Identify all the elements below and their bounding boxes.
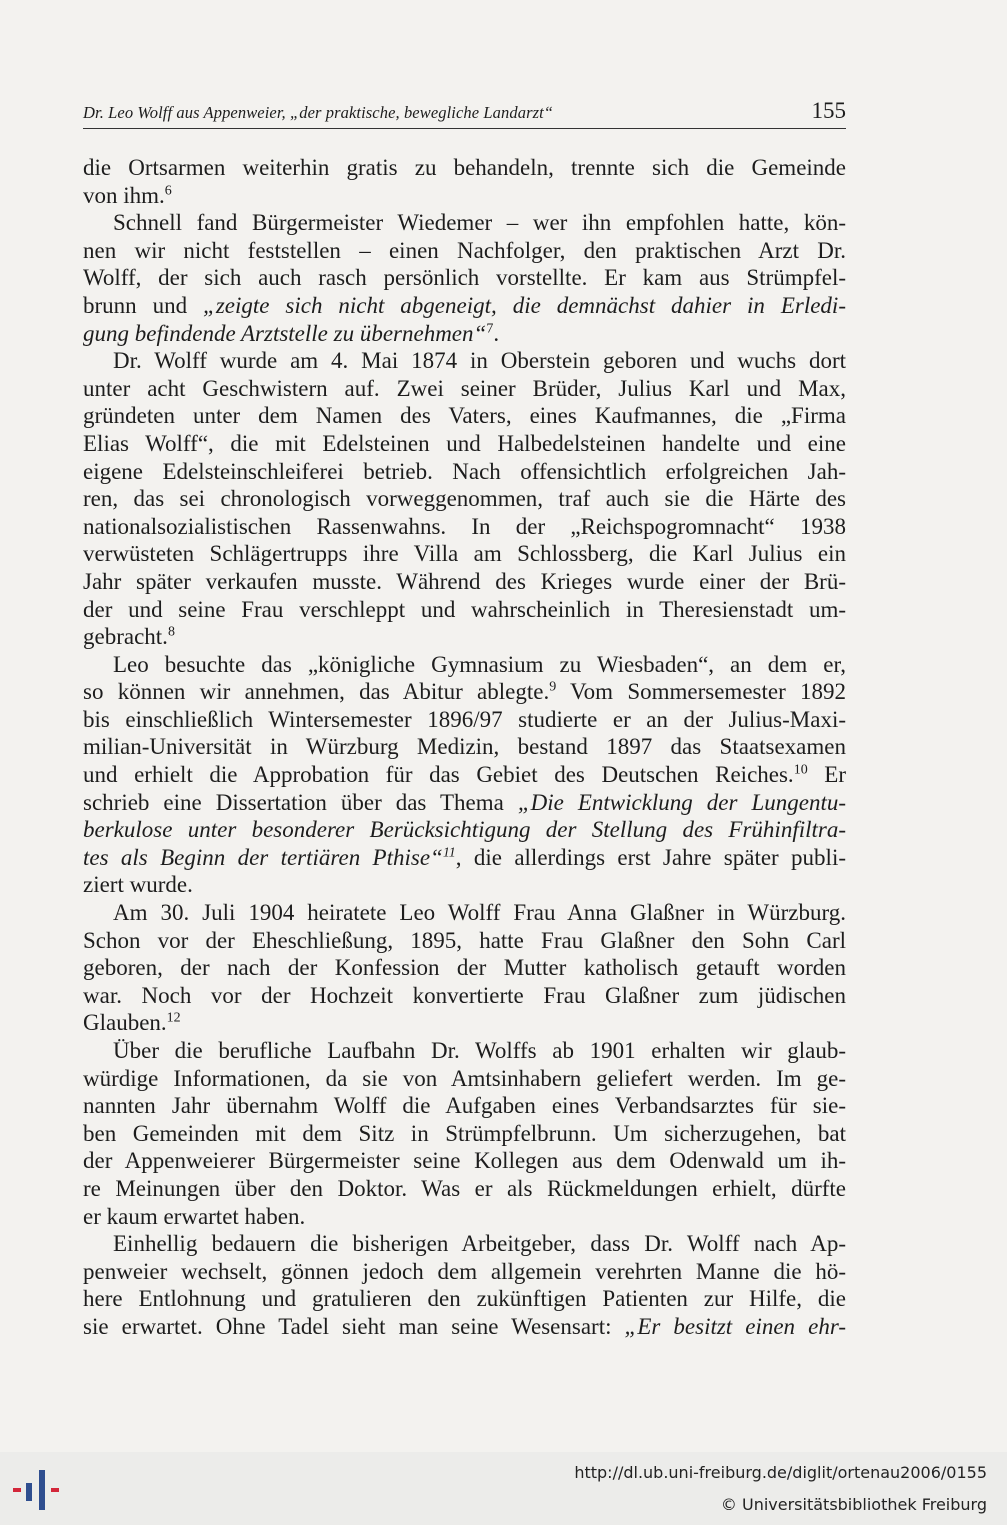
text-line: gebracht.$^8$ xyxy=(83,624,175,650)
library-footer xyxy=(0,1452,1007,1525)
text-line: der und seine Frau verschleppt und wahrscheinlich in Theresienstadt um- xyxy=(83,596,846,622)
quotation: berkulose unter besonderer Berücksichtigung der Stellung des Frühinfiltra- xyxy=(83,817,846,843)
logo-blue-tall-bar xyxy=(39,1470,45,1510)
quotation: gung befindende Arztstelle zu übernehmen“ xyxy=(83,320,487,346)
text-line: Schon vor der Eheschließung, 1895, hatte Frau Glaßner den Sohn Carl xyxy=(83,927,846,953)
footnote-mark[interactable]: 12 xyxy=(166,1010,181,1026)
text-line: gung befindende Arztstelle zu übernehmen“$^7$. xyxy=(83,320,500,346)
text-line: schrieb eine Dissertation über das Thema „Die Entwicklung der Lungentu- xyxy=(83,789,847,815)
text-line: Elias Wolff“, die mit Edelsteinen und Halbedelsteinen handelte und eine xyxy=(83,430,846,456)
text-line: gründeten unter dem Namen des Vaters, eines Kaufmannes, die „Firma xyxy=(83,403,846,429)
text-line: ren, das sei chronologisch vorweggenommen, traf auch sie die Härte des xyxy=(83,486,846,512)
text-line: verwüsteten Schlägertrupps ihre Villa am Schlossberg, die Karl Julius ein xyxy=(83,541,846,567)
text-line: eigene Edelsteinschleiferei betrieb. Nach offensichtlich erfolgreichen Jah- xyxy=(83,458,846,484)
footnote-mark[interactable]: 6 xyxy=(164,182,172,198)
running-header xyxy=(83,98,846,129)
text-line xyxy=(83,816,846,844)
text-line: war. Noch vor der Hochzeit konvertierte Frau Glaßner zum jüdischen xyxy=(83,982,846,1008)
text-line: Schnell fand Bürgermeister Wiedemer – wer ihn empfohlen hatte, kön- xyxy=(113,210,846,236)
text-line: Glauben.$^{12}$ xyxy=(83,1010,181,1036)
text-line: penweier wechselt, gönnen jedoch dem allgemein verehrten Manne die hö- xyxy=(83,1258,846,1284)
footnote-mark[interactable]: 9 xyxy=(549,679,557,695)
text-line: brunn und „zeigte sich nicht abgeneigt, die demnächst dahier in Erledi- xyxy=(83,292,846,318)
copyright-notice: © Universitätsbibliothek Freiburg xyxy=(720,1495,987,1514)
quotation: „Die Entwicklung der Lungentu- xyxy=(517,789,847,815)
page-number: 155 xyxy=(811,98,846,123)
text-line: re Meinungen über den Doktor. Was er als Rückmeldungen erhielt, dürfte xyxy=(83,1175,846,1201)
text-line: von ihm.$^6$ xyxy=(83,182,172,208)
text-line: ziert wurde. xyxy=(83,872,193,898)
body-text xyxy=(83,154,846,1341)
footnote-mark[interactable]: 7 xyxy=(486,320,494,336)
footnote-mark[interactable]: 11 xyxy=(442,845,456,861)
page-url-link[interactable]: http://dl.ub.uni-freiburg.de/diglit/ortenau2006/0155 xyxy=(574,1463,987,1482)
running-title: Dr. Leo Wolff aus Appenweier, „der praktische, bewegliche Landarzt“ xyxy=(83,103,554,122)
text-line: und erhielt die Approbation für das Gebiet des Deutschen Reiches.$^{10}$ Er xyxy=(83,762,846,788)
quotation: tes als Beginn der tertiären Pthise“ xyxy=(83,844,443,870)
text-line: tes als Beginn der tertiären Pthise“$^{11}$, die allerdings erst Jahre später publi- xyxy=(83,844,846,870)
text-line: Am 30. Juli 1904 heiratete Leo Wolff Frau Anna Glaßner in Würzburg. xyxy=(113,900,846,926)
logo-blue-short-bar xyxy=(26,1483,32,1501)
footnote-mark[interactable]: 8 xyxy=(167,624,175,640)
text-line: unter acht Geschwistern auf. Zwei seiner Brüder, Julius Karl und Max, xyxy=(83,375,846,401)
text-line: sie erwartet. Ohne Tadel sieht man seine Wesensart: „Er besitzt einen ehr- xyxy=(83,1313,846,1339)
text-line: so können wir annehmen, das Abitur ablegte.$^9$ Vom Sommersemester 1892 xyxy=(83,679,846,705)
text-line: Dr. Wolff wurde am 4. Mai 1874 in Oberstein geboren und wuchs dort xyxy=(113,348,846,374)
text-line: here Entlohnung und gratulieren den zukünftigen Patienten zur Hilfe, die xyxy=(83,1286,846,1312)
logo-red-right-bar xyxy=(51,1488,59,1492)
text-line: würdige Informationen, da sie von Amtsinhabern geliefert werden. Im ge- xyxy=(83,1065,846,1091)
text-line: die Ortsarmen weiterhin gratis zu behandeln, trennte sich die Gemeinde xyxy=(83,155,846,180)
footnote-mark[interactable]: 10 xyxy=(793,762,808,778)
quotation: „Er besitzt einen ehr- xyxy=(624,1313,846,1339)
library-logo-icon xyxy=(13,1466,63,1514)
text-line: er kaum erwartet haben. xyxy=(83,1203,306,1229)
text-line: der Appenweierer Bürgermeister seine Kollegen aus dem Odenwald um ih- xyxy=(83,1148,846,1174)
text-line: Leo besuchte das „königliche Gymnasium zu Wiesbaden“, an dem er, xyxy=(113,651,846,677)
quotation: „zeigte sich nicht abgeneigt, die demnächst dahier in Erledi- xyxy=(203,292,846,318)
text-line: nannten Jahr übernahm Wolff die Aufgaben eines Verbandsarztes für sie- xyxy=(83,1093,846,1119)
text-line: geboren, der nach der Konfession der Mutter katholisch getauft worden xyxy=(83,955,846,981)
text-line: Wolff, der sich auch rasch persönlich vorstellte. Er kam aus Strümpfel- xyxy=(83,265,846,291)
text-line: milian-Universität in Würzburg Medizin, bestand 1897 das Staatsexamen xyxy=(83,734,846,760)
text-line: ben Gemeinden mit dem Sitz in Strümpfelbrunn. Um sicherzugehen, bat xyxy=(83,1120,846,1146)
logo-red-left-bar xyxy=(13,1488,21,1492)
text-line: nen wir nicht feststellen – einen Nachfolger, den praktischen Arzt Dr. xyxy=(83,237,846,263)
text-line: nationalsozialistischen Rassenwahns. In der „Reichspogromnacht“ 1938 xyxy=(83,513,846,539)
text-line: bis einschließlich Wintersemester 1896/97 studierte er an der Julius-Maxi- xyxy=(83,706,846,732)
text-line: Jahr später verkaufen musste. Während des Krieges wurde einer der Brü- xyxy=(83,568,846,594)
text-line: Einhellig bedauern die bisherigen Arbeitgeber, dass Dr. Wolff nach Ap- xyxy=(113,1231,846,1257)
text-line: Über die berufliche Laufbahn Dr. Wolffs ab 1901 erhalten wir glaub- xyxy=(113,1038,846,1063)
